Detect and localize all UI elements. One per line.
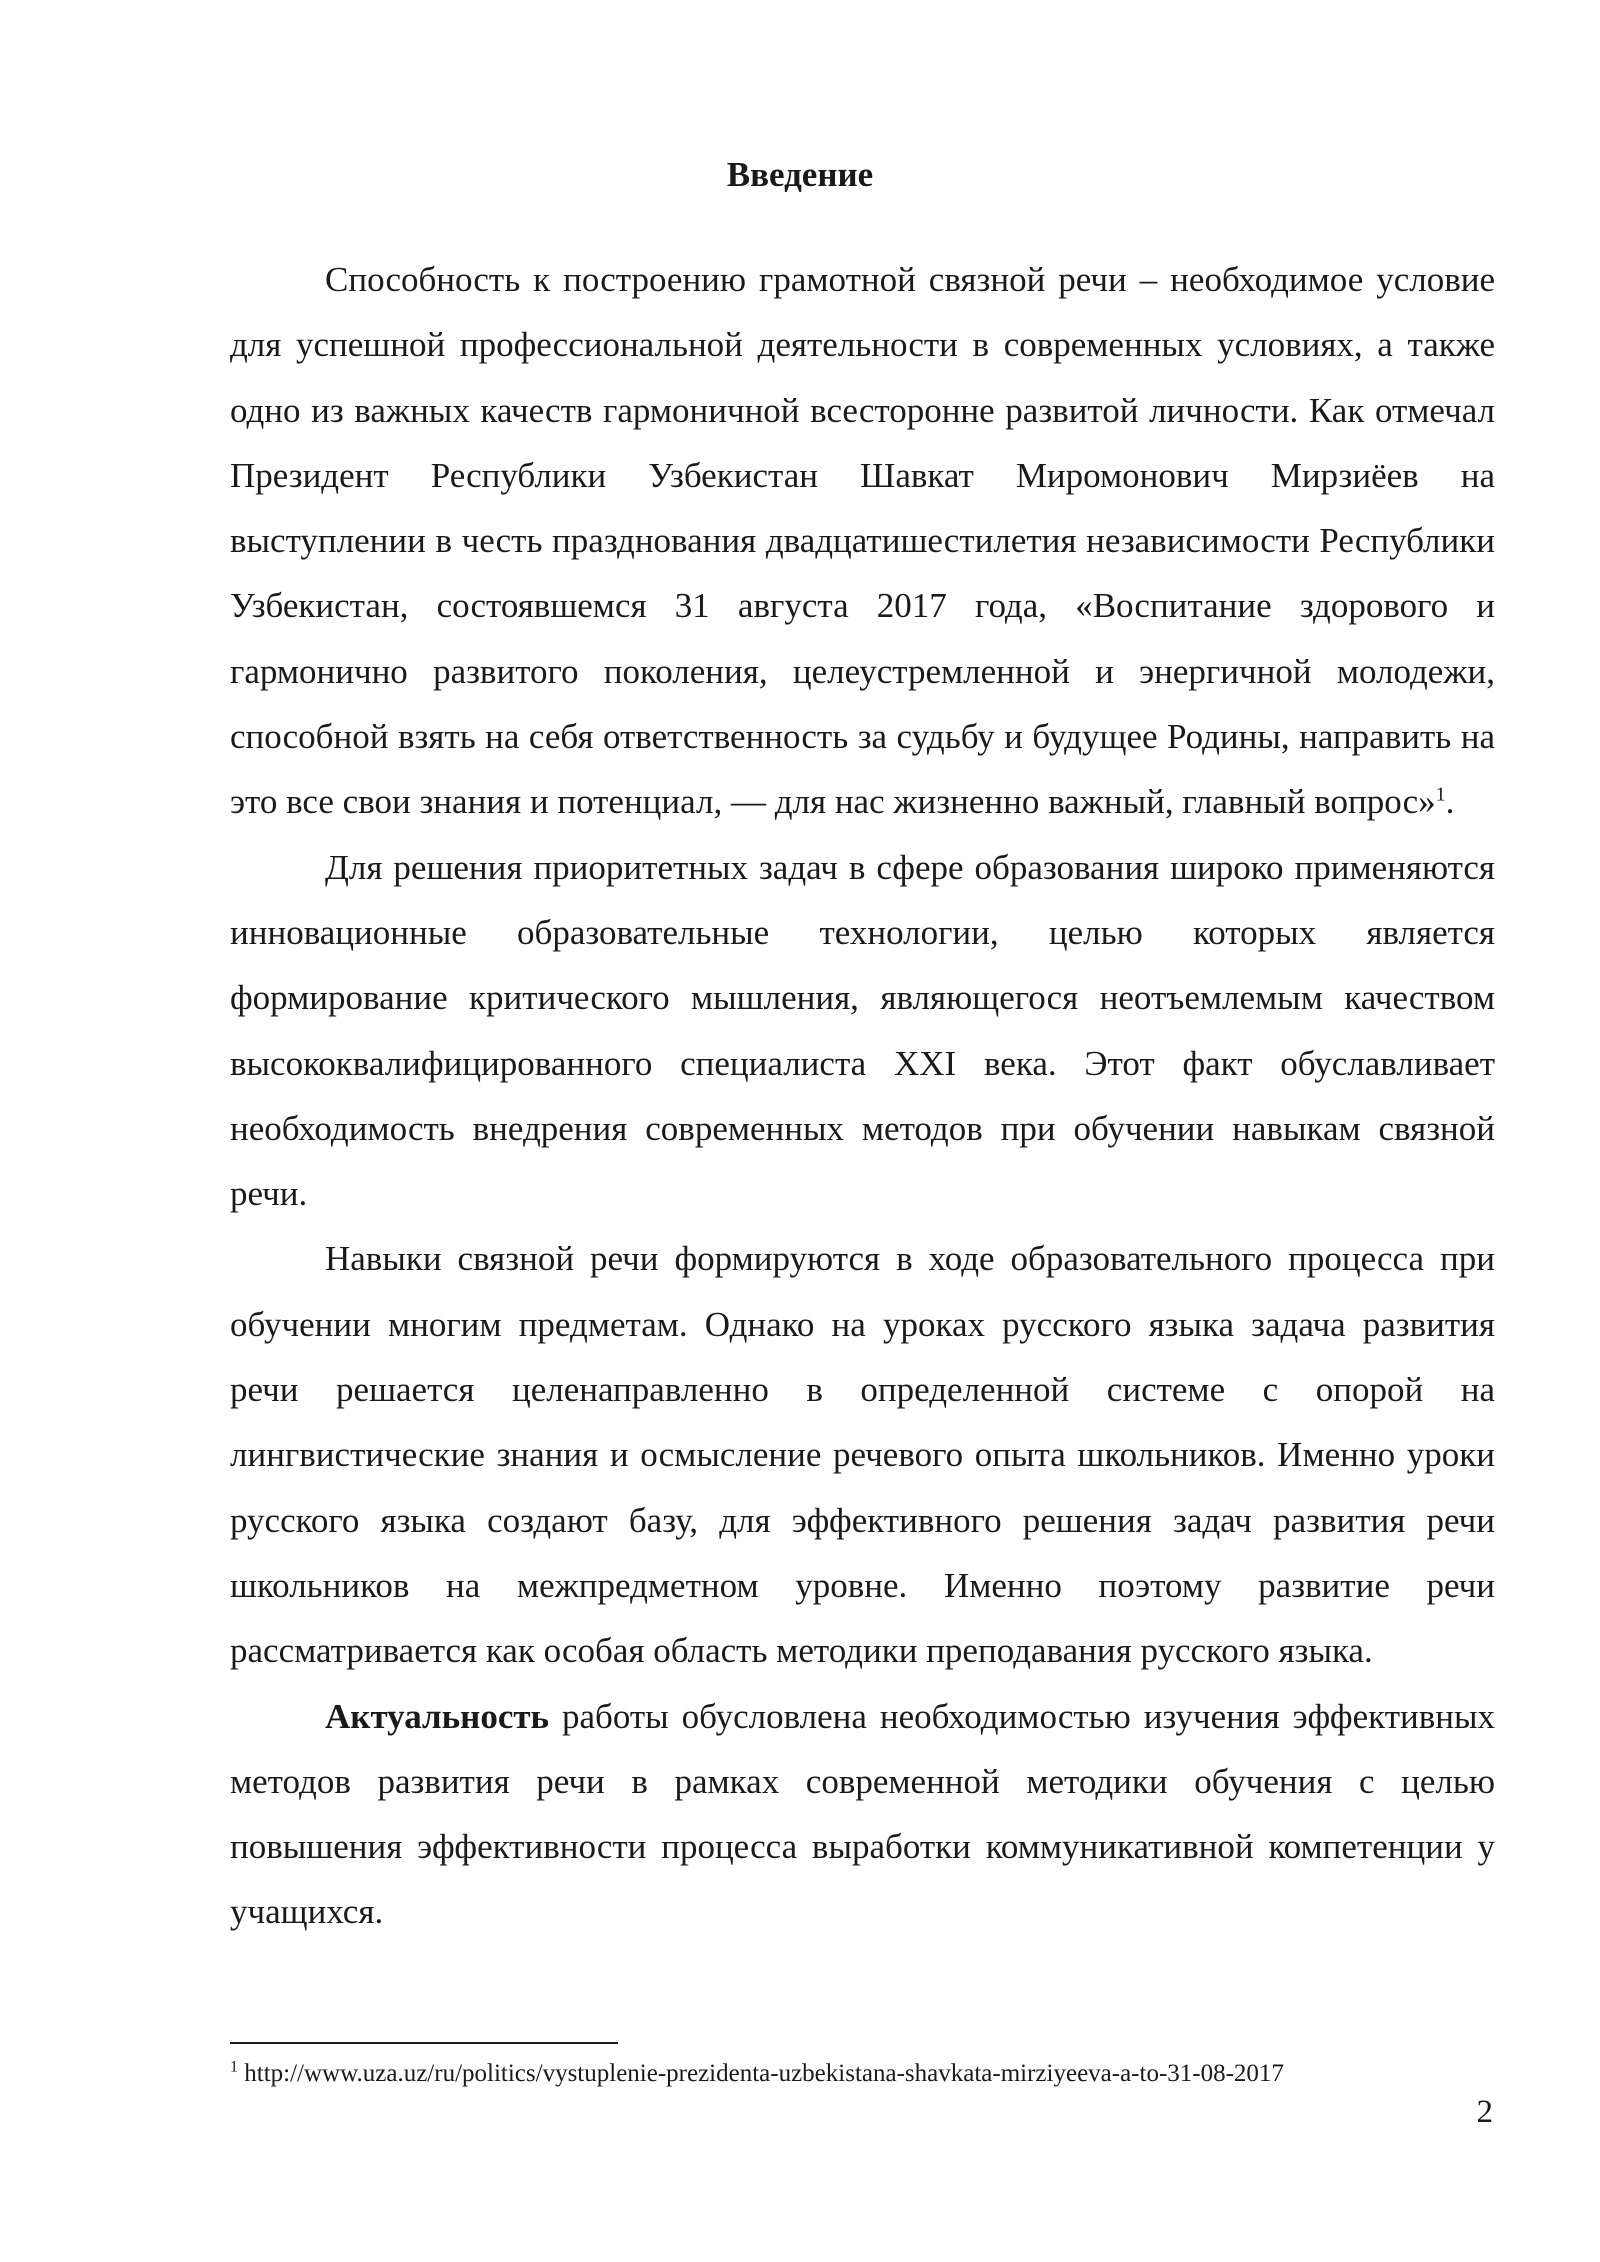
page-number: 2 <box>1476 2094 1493 2130</box>
paragraph-relevance <box>230 1684 1495 1945</box>
paragraph-technologies-text: Для решения приоритетных задач в сфере образования широко применяются инновационные образовательные технологии, целью которых является формирование критического мышления, являющегося неотъемлемым качеством высококвалифицированного специалиста XXI века. Этот факт обуславливает необходимость внедрения современных методов при обучении навыкам связной речи. <box>230 847 1495 1214</box>
paragraph-intro <box>230 247 1495 835</box>
footnote <box>230 2056 1495 2092</box>
paragraph-speech-skills <box>230 1226 1495 1683</box>
footnote-separator <box>230 2042 618 2044</box>
relevance-label: Актуальность <box>325 1696 550 1736</box>
paragraph-technologies <box>230 835 1495 1227</box>
section-title: Введение <box>726 155 874 194</box>
paragraph-speech-skills-text: Навыки связной речи формируются в ходе образовательного процесса при обучении многим предметам. Однако на уроках русского языка задача развития речи решается целенаправленно в определенной системе с опорой на лингвистические знания и осмысление речевого опыта школьников. Именно уроки русского языка создают базу, для эффективного решения задач развития речи школьников на межпредметном уровне. Именно поэтому развитие речи рассматривается как особая область методики преподавания русского языка. <box>230 1239 1495 1671</box>
footnote-number: 1 <box>230 2058 238 2076</box>
body-text <box>230 247 1495 1945</box>
paragraph-relevance-text: работы обусловлена необходимостью изучения эффективных методов развития речи в рамках современной методики обучения с целью повышения эффективности процесса выработки коммуникативной компетенции у учащихся. <box>230 1696 1495 1932</box>
footnote-link[interactable]: http://www.uza.uz/ru/politics/vystuplenie-prezidenta-uzbekistana-shavkata-mirziyeeva-a-to-31-08-2017 <box>238 2060 1284 2087</box>
footnote-reference[interactable]: 1 <box>1435 783 1446 806</box>
paragraph-intro-tail: . <box>1445 782 1455 822</box>
paragraph-intro-text: Способность к построению грамотной связной речи – необходимое условие для успешной профессиональной деятельности в современных условиях, а также одно из важных качеств гармоничной всесторонне развитой личности. Как отмечал Президент Республики Узбекистан Шавкат Миромонович Мирзиёев на выступлении в честь празднования двадцатишестилетия независимости Республики Узбекистан, состоявшемся 31 августа 2017 года, «Воспитание здорового и гармонично развитого поколения, целеустремленной и энергичной молодежи, способной взять на себя ответственность за судьбу и будущее Родины, направить на это все свои знания и потенциал, — для нас жизненно важный, главный вопрос» <box>230 260 1495 822</box>
